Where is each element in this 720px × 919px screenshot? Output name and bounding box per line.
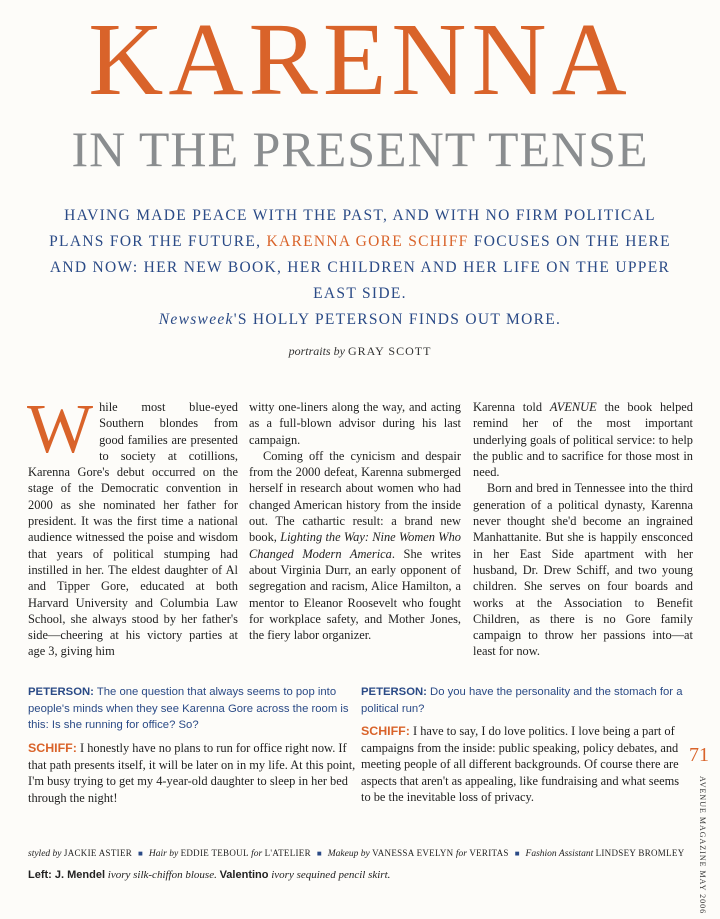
qa-answer-2: SCHIFF: I have to say, I do love politics. I love being a part of campaigns from the inside: public speaking, policy debates, and meeting people of all different backgrounds. Of course there are aspects that aren't as appealing, like fundraising and what seems to be the inevitable loss of privacy. xyxy=(361,724,680,804)
interviewer-label: PETERSON: xyxy=(361,686,427,698)
photo-caption: Left: J. Mendel ivory silk-chiffon blouse. Valentino ivory sequined pencil skirt. xyxy=(28,869,391,881)
qa-question-2: PETERSON: Do you have the personality and the stomach for a political run? xyxy=(361,686,683,715)
body-paragraph: Karenna told AVENUE the book helped remind her of the most important underlying goals of political service: to help the public and to sacrifice for those most in need. xyxy=(473,400,693,480)
body-paragraph: Coming off the cynicism and despair from the 2000 defeat, Karenna submerged herself in research about women who had changed American history from the inside out. The cathartic result: a brand new book, Lighting the Way: Nine Women Who Changed Modern America. She writes about Virginia Durr, an early opponent of segregation and racism, Alice Hamilton, a mentor to Eleanor Roosevelt who fought for workplace safety, and Mother Jones, the fiery labor organizer. xyxy=(249,448,461,643)
photographer-name: GRAY SCOTT xyxy=(347,344,432,358)
book-title: Lighting the Way: Nine Women Who Changed Modern America xyxy=(249,530,461,561)
fashion-credits: styled by JACKIE ASTIER ■ Hair by EDDIE TEBOUL for L'ATELIER ■ Makeup by VANESSA EVELYN for VERITAS ■ Fashion Assistant LINDSEY BROMLEY xyxy=(28,848,685,859)
dek-text: FOCUSES ON THE HERE AND NOW: HER NEW BOOK, HER CHILDREN AND HER LIFE ON THE UPPER EAST SIDE. xyxy=(49,233,671,302)
qa-answer-1: SCHIFF: I honestly have no plans to run for office right now. If that path presents itself, it will be later on in my life. At this point, I'm busy trying to get my 4-year-old daughter to sleep in her bed through the night! xyxy=(28,741,356,805)
qa-question-1: PETERSON: The one question that always seems to pop into people's minds when they see Karenna Gore across the room is this: Is she running for office? So? xyxy=(28,686,349,731)
body-paragraph: hile most blue-eyed Southern blondes from good families are presented to society at cotillions, Karenna Gore's debut occurred on the stage of the Democratic convention in 2000 as she nominated her father for president. It was the first time a national audience witnessed the poise and wisdom that years of political stumping had instilled in her. The eldest daughter of Al and Tipper Gore, educated at both Harvard University and Columbia Law School, she always stood by her father's side—cheering at his victory parties at age 3, giving him xyxy=(28,400,238,659)
magazine-name: AVENUE xyxy=(549,400,597,414)
body-column-2 xyxy=(249,399,461,643)
folio-sidebar: AVENUE MAGAZINE MAY 2006 xyxy=(698,776,707,915)
headline-main: KARENNA xyxy=(88,2,632,117)
body-paragraph: Born and bred in Tennessee into the third generation of a political dynasty, Karenna never thought she'd become an ingrained Manhattanite. But she is happily ensconced in her East Side apartment with her husband, Dr. Drew Schiff, and two young children. She serves on four boards and works at the Association to Benefit Children, as there is no Gore family campaign to throw her passions into—at least for now. xyxy=(473,481,693,659)
interviewer-label: PETERSON: xyxy=(28,686,94,698)
dek-text: HAVING MADE PEACE WITH THE PAST, AND WITH NO FIRM POLITICAL PLANS FOR THE FUTURE, xyxy=(49,207,656,250)
dek-magazine: Newsweek xyxy=(158,311,234,328)
portraits-credit xyxy=(0,344,720,359)
dek xyxy=(44,203,676,333)
interviewee-label: SCHIFF: xyxy=(361,724,410,738)
portraits-label: portraits by xyxy=(288,344,345,358)
separator-square-icon: ■ xyxy=(138,849,143,858)
separator-square-icon: ■ xyxy=(316,849,322,858)
separator-square-icon: ■ xyxy=(514,849,520,858)
headline-sub: IN THE PRESENT TENSE xyxy=(71,121,649,177)
body-column-1 xyxy=(27,391,238,660)
dek-name: KARENNA GORE SCHIFF xyxy=(266,233,469,250)
drop-cap: W xyxy=(27,391,94,468)
interviewee-label: SCHIFF: xyxy=(28,741,77,755)
dek-text: 'S HOLLY PETERSON FINDS OUT MORE. xyxy=(233,311,562,328)
body-paragraph: witty one-liners along the way, and acting as a full-blown advisor during his last campaign. xyxy=(249,400,461,447)
body-column-3 xyxy=(473,399,693,660)
page-number: 71 xyxy=(689,744,709,766)
